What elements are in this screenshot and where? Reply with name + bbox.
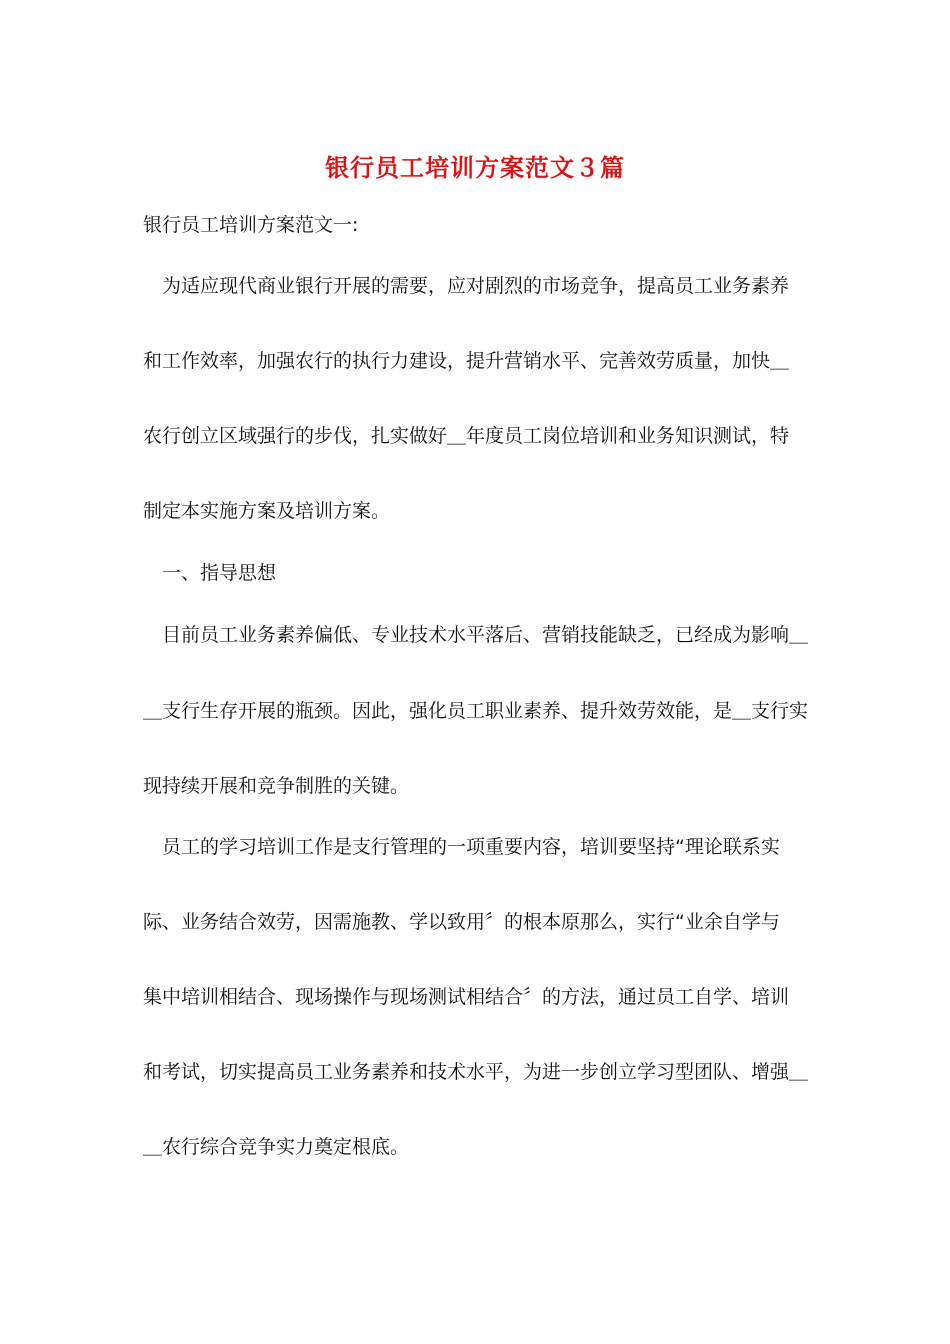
paragraph-line: 集中培训相结合、现场操作与现场测试相结合〞的方法，通过员工自学、培训 bbox=[143, 986, 790, 1008]
paragraph-line: 际、业务结合效劳，因需施教、学以致用〞的根本原那么，实行“业余自学与 bbox=[143, 911, 780, 933]
paragraph-line: 为适应现代商业银行开展的需要，应对剧烈的市场竞争，提高员工业务素养 bbox=[143, 275, 790, 297]
section-heading: 一、指导思想 bbox=[143, 562, 277, 584]
document-subtitle: 银行员工培训方案范文一: bbox=[143, 214, 359, 236]
paragraph-line: 和工作效率，加强农行的执行力建设，提升营销水平、完善效劳质量，加快＿ bbox=[143, 350, 790, 372]
paragraph-line: 员工的学习培训工作是支行管理的一项重要内容，培训要坚持“理论联系实 bbox=[143, 836, 780, 858]
paragraph-line: 和考试，切实提高员工业务素养和技术水平，为进一步创立学习型团队、增强＿ bbox=[143, 1061, 809, 1083]
paragraph-line: ＿农行综合竞争实力奠定根底。 bbox=[143, 1136, 410, 1158]
paragraph-line: 制定本实施方案及培训方案。 bbox=[143, 500, 391, 522]
paragraph-line: 目前员工业务素养偏低、专业技术水平落后、营销技能缺乏，已经成为影响＿ bbox=[143, 624, 809, 646]
paragraph-line: 现持续开展和竞争制胜的关键。 bbox=[143, 775, 410, 797]
document-title: 银行员工培训方案范文３篇 bbox=[325, 153, 625, 182]
paragraph-line: 农行创立区域强行的步伐，扎实做好＿年度员工岗位培训和业务知识测试，特 bbox=[143, 425, 790, 447]
paragraph-line: ＿支行生存开展的瓶颈。因此，强化员工职业素养、提升效劳效能，是＿支行实 bbox=[143, 700, 809, 722]
